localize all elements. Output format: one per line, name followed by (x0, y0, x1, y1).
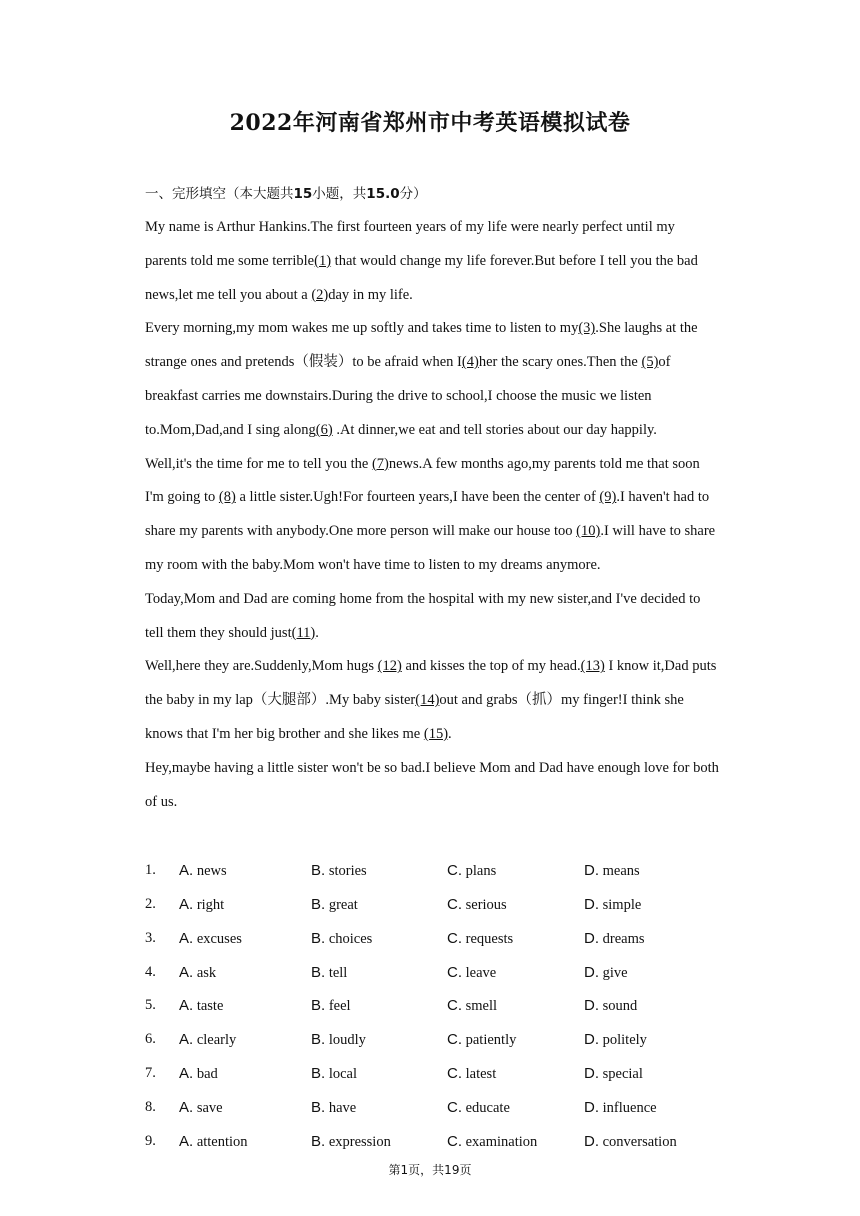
question-number: 2. (145, 895, 156, 912)
section-score: 15.0 (366, 186, 400, 202)
passage-text: her the scary ones.Then the (478, 354, 642, 371)
option-letter: D. (584, 929, 599, 947)
blank-14: (14) (415, 692, 440, 709)
option-letter: C. (447, 1132, 462, 1150)
option-d (584, 1125, 677, 1160)
option-letter: B. (311, 862, 326, 879)
option-a (179, 854, 227, 889)
option-letter: C. (447, 997, 462, 1015)
blank-13: (13) (580, 658, 605, 675)
option-text: latest (465, 1066, 497, 1083)
passage-text: I know it,Dad puts the baby in my lap（大腿部）.My baby sister (145, 658, 717, 709)
option-d (584, 956, 628, 991)
passage-text: a little sister.Ugh!For fourteen years,I have been the center of (235, 489, 600, 506)
option-letter: B. (311, 1031, 326, 1049)
page-title: 2022年河南省郑州市中考英语模拟试卷 (229, 110, 631, 136)
option-a (179, 989, 223, 1024)
section-heading (145, 183, 427, 205)
blank-5: (5) (641, 354, 659, 371)
option-letter: B. (311, 997, 326, 1015)
blank-15: (15) (423, 725, 449, 742)
passage-text: My name is Arthur Hankins.The first fourteen years of my life were nearly perfect until my parents told me some terrible (145, 219, 675, 269)
option-b (311, 1091, 356, 1126)
blank-6: (6) (315, 421, 333, 438)
option-row-9 (145, 1125, 725, 1159)
option-text: means (602, 863, 640, 879)
option-letter: C. (447, 929, 462, 947)
question-number: 7. (145, 1065, 156, 1082)
option-text: right (196, 896, 225, 913)
option-b (311, 956, 347, 991)
question-number: 8. (145, 1098, 156, 1115)
section-heading-mid: 小题，共 (312, 186, 367, 202)
option-text: expression (328, 1133, 391, 1150)
option-a (179, 888, 224, 923)
question-number: 1. (145, 862, 156, 878)
option-text: clearly (196, 1032, 237, 1049)
option-row-4 (145, 956, 725, 990)
option-b (311, 1023, 366, 1058)
blank-7: (7) (371, 455, 389, 472)
passage-text: Today,Mom and Dad are coming home from the hospital with my new sister,and I've decided to tell them they should just (145, 590, 701, 641)
passage-text: that would change my life forever.But before I tell you the bad news,let me tell you about a (145, 252, 698, 303)
option-text: educate (465, 1099, 510, 1116)
option-c (447, 989, 497, 1024)
option-row-2 (145, 888, 725, 922)
answer-options (145, 854, 725, 1159)
option-text: attention (196, 1133, 248, 1150)
option-d (584, 1091, 657, 1126)
option-letter: C. (447, 1065, 462, 1083)
option-b (311, 888, 358, 923)
passage-paragraph-6: Hey,maybe having a little sister won't be so bad.I believe Mom and Dad have enough love for both of us. (145, 759, 719, 810)
option-text: leave (465, 964, 497, 981)
option-b (311, 854, 367, 889)
blank-1: (1) (314, 252, 332, 269)
option-text: patiently (465, 1032, 517, 1049)
blank-8: (8) (218, 489, 236, 506)
option-letter: C. (447, 963, 462, 981)
section-heading-tail: 分） (399, 186, 427, 202)
option-a (179, 922, 242, 957)
option-letter: D. (584, 1132, 599, 1150)
passage-paragraph-4 (145, 583, 720, 651)
option-row-8 (145, 1091, 725, 1125)
option-letter: A. (179, 997, 194, 1015)
option-c (447, 1091, 510, 1126)
option-letter: D. (584, 997, 599, 1015)
blank-9: (9) (599, 489, 617, 506)
question-number: 5. (145, 997, 156, 1014)
option-text: local (328, 1066, 357, 1083)
option-text: great (328, 896, 358, 913)
question-number: 6. (145, 1031, 156, 1048)
option-text: plans (465, 863, 497, 879)
option-letter: D. (584, 1065, 599, 1083)
section-heading-text: 一、完形填空（本大题共 (145, 186, 294, 202)
option-text: dreams (602, 930, 645, 947)
option-row-5 (145, 989, 725, 1023)
passage-text: .I haven't had to share my parents with anybody.One more person will make our house too (145, 489, 710, 540)
option-text: simple (602, 896, 642, 913)
option-text: choices (328, 930, 373, 947)
option-letter: D. (584, 895, 599, 913)
option-text: tell (328, 964, 348, 981)
option-a (179, 1057, 218, 1092)
option-b (311, 1125, 391, 1160)
option-text: conversation (602, 1133, 677, 1150)
option-text: stories (328, 863, 367, 879)
option-d (584, 1057, 643, 1092)
option-letter: A. (179, 963, 194, 981)
passage-text: Every morning,my mom wakes me up softly and takes time to listen to my (145, 320, 579, 337)
passage-text: of breakfast carries me downstairs.During the drive to school,I choose the music we listen to.Mom,Dad,and I sing along (145, 354, 671, 438)
option-letter: D. (584, 1098, 599, 1116)
passage-text: .At dinner,we eat and tell stories about our day happily. (332, 421, 657, 438)
option-text: bad (196, 1066, 218, 1083)
option-letter: C. (447, 1098, 462, 1116)
option-letter: B. (311, 1132, 326, 1150)
passage-paragraph-3 (145, 448, 720, 583)
option-letter: D. (584, 1031, 599, 1049)
page-footer: 第1页，共19页 (388, 1163, 472, 1177)
option-row-6 (145, 1023, 725, 1057)
option-row-7 (145, 1057, 725, 1091)
option-text: have (328, 1099, 357, 1116)
option-a (179, 1125, 248, 1160)
option-text: politely (602, 1032, 647, 1049)
option-d (584, 854, 640, 889)
option-letter: B. (311, 1098, 326, 1116)
option-text: news (196, 863, 227, 879)
option-letter: A. (179, 1031, 194, 1049)
blank-12: (12) (377, 658, 402, 675)
option-letter: A. (179, 1098, 194, 1116)
option-text: special (602, 1066, 643, 1083)
option-letter: B. (311, 895, 326, 913)
option-text: ask (196, 964, 217, 981)
option-text: taste (196, 998, 224, 1015)
option-letter: B. (311, 1065, 326, 1083)
passage-text: Well,here they are.Suddenly,Mom hugs (145, 658, 378, 675)
option-text: give (602, 964, 628, 981)
blank-11: (11) (291, 624, 316, 641)
option-letter: B. (311, 929, 326, 947)
option-d (584, 888, 641, 923)
option-letter: D. (584, 963, 599, 981)
option-d (584, 989, 637, 1024)
question-number: 3. (145, 929, 156, 946)
blank-2: (2) (311, 286, 329, 303)
passage-text: day in my life. (328, 286, 413, 303)
option-text: serious (465, 896, 507, 913)
passage-text: .She laughs at the strange ones and pretends（假装）to be afraid when I (145, 320, 698, 371)
option-c (447, 1023, 516, 1058)
option-letter: C. (447, 895, 462, 913)
option-letter: A. (179, 1065, 194, 1083)
option-text: influence (602, 1099, 657, 1116)
option-letter: A. (179, 1132, 194, 1150)
option-letter: C. (447, 862, 462, 879)
option-b (311, 989, 351, 1024)
passage-text: . (448, 725, 452, 742)
passage-text: news.A few months ago,my parents told me that soon I'm going to (145, 455, 700, 506)
option-letter: D. (584, 862, 599, 879)
passage-text: .I will have to share my room with the baby.Mom won't have time to listen to my dreams anymore. (145, 523, 716, 573)
option-b (311, 922, 372, 957)
option-c (447, 1125, 537, 1160)
option-b (311, 1057, 357, 1092)
passage-text: out and grabs（抓）my finger!I think she knows that I'm her big brother and she likes me (145, 692, 684, 742)
option-letter: B. (311, 963, 326, 981)
option-a (179, 1023, 236, 1058)
option-letter: A. (179, 895, 194, 913)
blank-4: (4) (461, 354, 479, 371)
passage-text: . (315, 624, 319, 641)
option-c (447, 854, 496, 889)
section-question-count: 15 (293, 186, 313, 202)
option-text: sound (602, 998, 638, 1015)
option-c (447, 888, 507, 923)
option-c (447, 1057, 496, 1092)
option-text: feel (328, 998, 351, 1015)
blank-10: (10) (576, 523, 601, 540)
passage-paragraph-1 (145, 211, 720, 312)
passage-paragraph-2 (145, 312, 720, 447)
passage-text: Well,it's the time for me to tell you the (145, 455, 372, 472)
option-text: examination (465, 1133, 538, 1150)
option-text: excuses (196, 930, 242, 947)
option-text: requests (465, 930, 514, 947)
passage-text: and kisses the top of my head. (401, 658, 581, 675)
option-a (179, 1091, 223, 1126)
question-number: 4. (145, 963, 156, 980)
option-d (584, 922, 645, 957)
option-letter: A. (179, 862, 194, 879)
cloze-passage (145, 211, 720, 819)
option-text: save (196, 1099, 223, 1116)
option-d (584, 1023, 647, 1058)
blank-3: (3) (578, 320, 596, 337)
option-text: loudly (328, 1032, 366, 1049)
question-number: 9. (145, 1132, 156, 1149)
option-c (447, 922, 513, 957)
option-row-3 (145, 922, 725, 956)
passage-paragraph-5 (145, 650, 720, 751)
option-c (447, 956, 496, 991)
option-a (179, 956, 216, 991)
option-letter: C. (447, 1031, 462, 1049)
option-text: smell (465, 998, 498, 1015)
option-row-1 (145, 854, 725, 888)
option-letter: A. (179, 929, 194, 947)
